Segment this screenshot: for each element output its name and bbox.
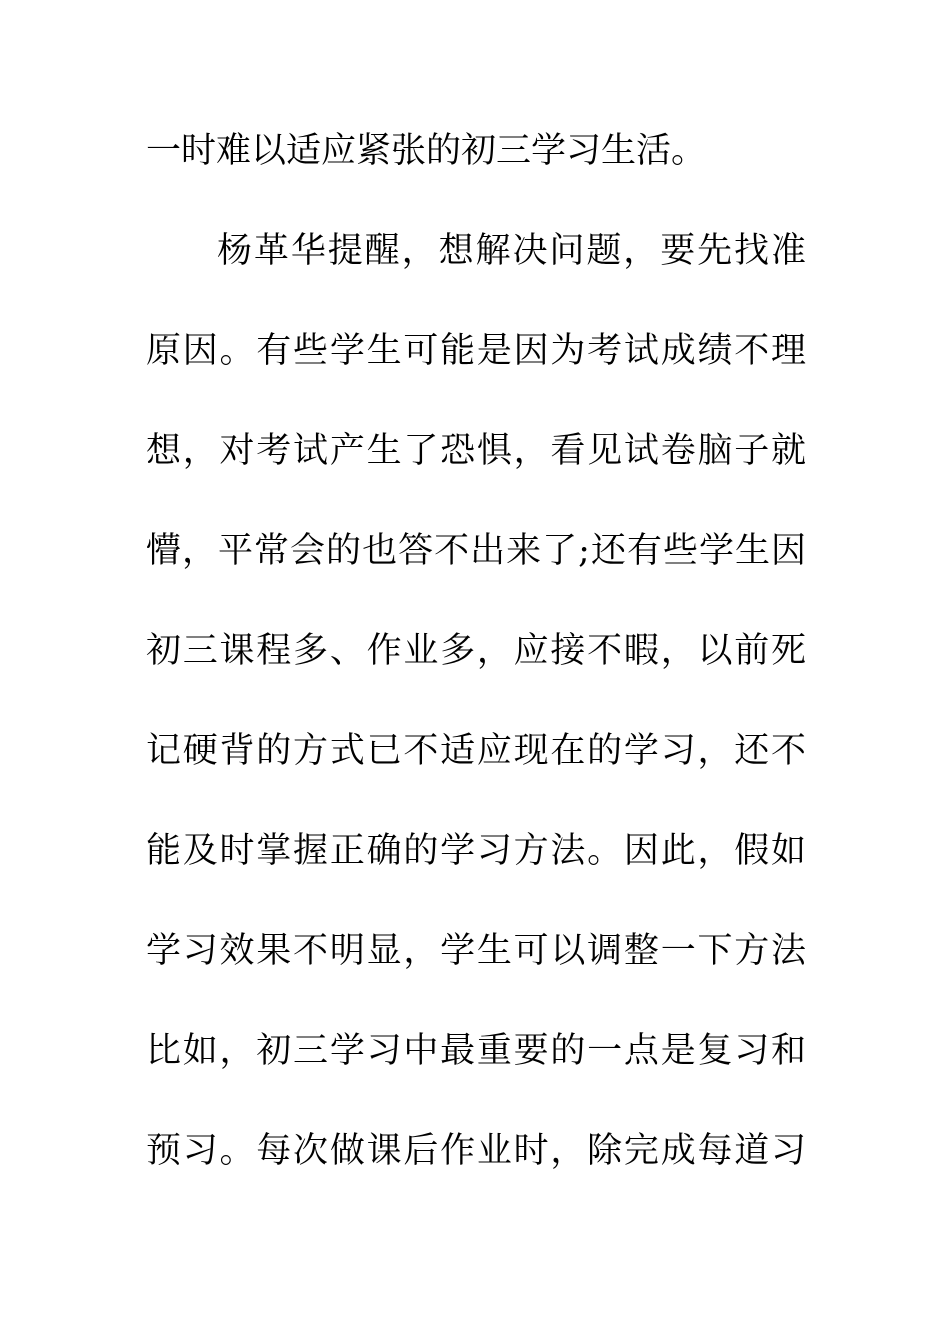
text-line-11: 预习。每次做课后作业时，除完成每道习	[146, 1131, 806, 1171]
text-line-8: 能及时掌握正确的学习方法。因此，假如	[146, 831, 806, 871]
text-line-2: 杨革华提醒，想解决问题，要先找准	[217, 231, 806, 271]
text-line-10: 比如，初三学习中最重要的一点是复习和	[146, 1031, 806, 1071]
text-line-4: 想，对考试产生了恐惧，看见试卷脑子就	[146, 431, 806, 471]
text-line-7: 记硬背的方式已不适应现在的学习，还不	[146, 731, 806, 771]
text-line-5: 懵，平常会的也答不出来了;还有些学生因	[146, 531, 806, 571]
text-line-3: 原因。有些学生可能是因为考试成绩不理	[146, 331, 806, 371]
text-line-6: 初三课程多、作业多，应接不暇，以前死	[146, 631, 806, 671]
text-line-1: 一时难以适应紧张的初三学习生活。	[146, 131, 707, 171]
text-line-9: 学习效果不明显，学生可以调整一下方法	[146, 931, 806, 971]
